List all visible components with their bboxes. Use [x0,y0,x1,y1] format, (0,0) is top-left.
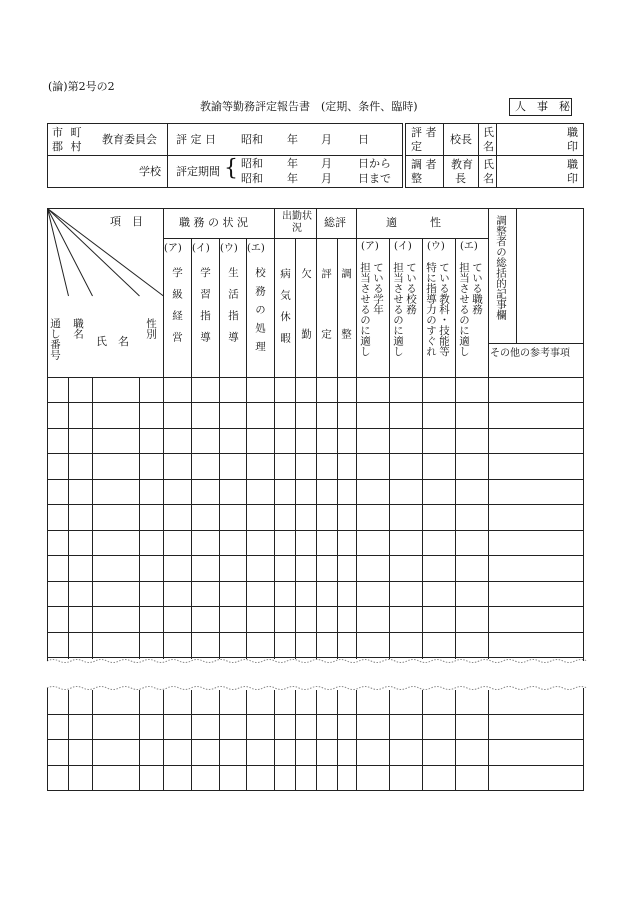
duty-label-d: 校務の処理 [254,267,266,360]
confidential-stamp-text: 人 事 秘 [515,100,570,113]
aptitude-mark-b: (イ) [394,241,412,252]
duty-mark-b: (イ) [192,243,210,254]
adjuster-comment-header: 調整者の総括的記事欄 [495,215,507,320]
board-label: 教育委員会 [102,133,157,146]
other-notes-header: その他の参考事項 [490,348,570,359]
period-from-era: 昭和 [241,157,263,170]
period-from-day: 日から [358,157,391,170]
period-to-era: 昭和 [241,172,263,185]
aptitude-b-line1: ている校務 [405,262,417,315]
evaluator-title-label: 職 [567,126,578,139]
evaluator-name-label2: 名 [483,140,494,153]
data-entry-area-upper[interactable] [48,378,583,658]
duty-mark-c: (ウ) [220,243,238,254]
adjuster-label-line2: 整 [411,172,422,185]
aptitude-header: 適 性 [386,216,441,229]
duty-label-b: 学習指導 [199,267,211,353]
col-position: 職名 [72,318,84,339]
period-from-year: 年 [287,157,298,170]
period-from-month: 月 [321,157,332,170]
date-era: 昭和 [241,133,263,146]
aptitude-b-line2: 担当させるのに適し [392,262,404,357]
attendance-sick-leave: 病気休暇 [279,268,291,354]
school-label: 学校 [139,165,161,178]
principal-label: 校長 [450,133,472,146]
form-number: (論)第2号の2 [48,80,115,93]
adjuster-title-label: 職 [567,158,578,171]
page-title: 教諭等勤務評定報告書 (定期、条件、臨時) [200,100,418,113]
data-entry-area-lower[interactable] [48,715,583,790]
brace-icon: { [224,156,238,181]
adjuster-seal: 印 [567,172,578,185]
evaluator-label-line2: 定 [411,140,422,153]
aptitude-mark-a: (ア) [361,241,379,252]
duty-label-a: 学級経営 [171,267,183,353]
period-to-day: 日まで [358,172,391,185]
item-header: 項 目 [110,215,143,228]
aptitude-d-line1: ている職務 [471,262,483,315]
col-serial: 通し番号 [49,318,61,360]
aptitude-a-line1: ている学年 [372,262,384,315]
date-label: 評 定 日 [176,133,216,146]
adjuster-name-label2: 名 [483,172,494,185]
period-to-month: 月 [321,172,332,185]
overall-header: 総評 [324,216,346,229]
adjuster-name-label1: 氏 [483,158,494,171]
period-label: 評定期間 [176,165,220,178]
aptitude-mark-d: (エ) [460,241,478,252]
municipality-line2: 郡 村 [52,140,84,153]
duty-header: 職 務 の 状 況 [179,216,248,229]
evaluator-label-line1: 評 者 [411,126,437,139]
overall-adjust: 調整 [340,268,352,389]
duty-mark-d: (エ) [247,243,265,254]
aptitude-mark-c: (ウ) [427,241,445,252]
period-to-year: 年 [287,172,298,185]
duty-mark-a: (ア) [164,243,182,254]
municipality-line1: 市 町 [52,126,84,139]
superintendent-label-line2: 長 [455,172,466,185]
attendance-absence: 欠勤 [300,268,312,389]
date-day: 日 [358,133,369,146]
evaluator-name-label1: 氏 [483,126,494,139]
date-month: 月 [321,133,332,146]
aptitude-a-line2: 担当させるのに適し [359,262,371,357]
aptitude-c-line2: 特に指導力のすぐれ [425,262,437,357]
aptitude-c-line1: ている教科・技能等 [438,262,450,357]
overall-rating: 評定 [320,268,332,389]
col-sex: 性別 [145,318,157,339]
adjuster-label-line1: 調 者 [411,158,437,171]
superintendent-label-line1: 教育 [451,158,473,171]
attendance-header: 出勤状況 [282,211,312,234]
col-name: 氏 名 [96,335,129,348]
aptitude-d-line2: 担当させるのに適し [458,262,470,357]
date-year: 年 [287,133,298,146]
duty-label-c: 生活指導 [227,267,239,353]
evaluator-seal: 印 [567,140,578,153]
